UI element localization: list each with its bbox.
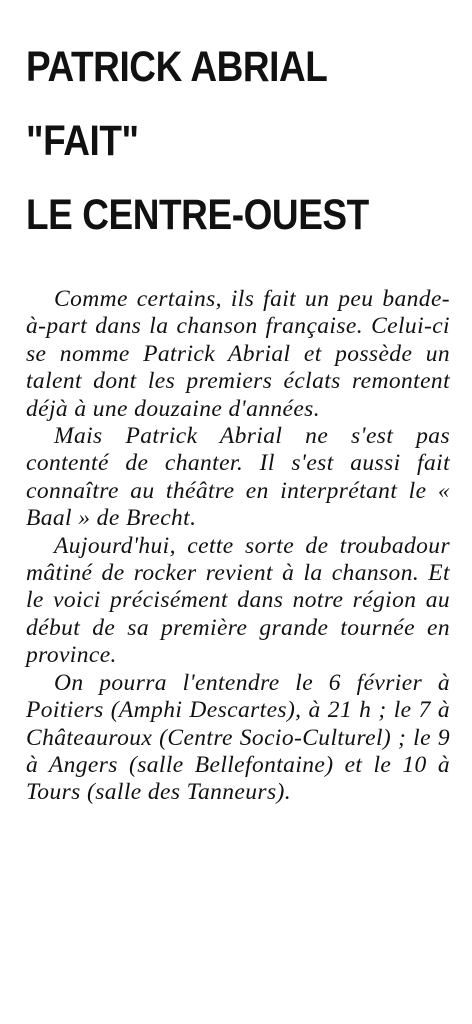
article-body <box>26 286 450 807</box>
paragraph-theatre: Mais Patrick Abrial ne s'est pas contenté de chanter. Il s'est aussi fait connaître au théâtre en interprétant le « Baal » de Brecht. <box>26 423 450 532</box>
paragraph-dates: On pourra l'entendre le 6 février à Poitiers (Amphi Descartes), à 21 h ; le 7 à Châteauroux (Centre Socio-Culturel) ; le 9 à Angers (salle Bellefontaine) et le 10 à Tours (salle des Tanneurs). <box>26 669 450 806</box>
article-headline <box>26 30 391 252</box>
headline-line-3: LE CENTRE-OUEST <box>26 191 369 239</box>
paragraph-intro: Comme certains, ils fait un peu bande-à-part dans la chanson française. Celui-ci se nomme Patrick Abrial et possède un talent dont les premiers éclats remontent déjà à une douzaine d'années. <box>26 286 450 422</box>
headline-line-2: "FAIT" <box>26 117 139 165</box>
paragraph-tour: Aujourd'hui, cette sorte de troubadour mâtiné de rocker revient à la chanson. Et le voici précisément dans notre région au début de sa première grande tournée en province. <box>26 532 450 669</box>
headline-line-1: PATRICK ABRIAL <box>26 43 328 91</box>
